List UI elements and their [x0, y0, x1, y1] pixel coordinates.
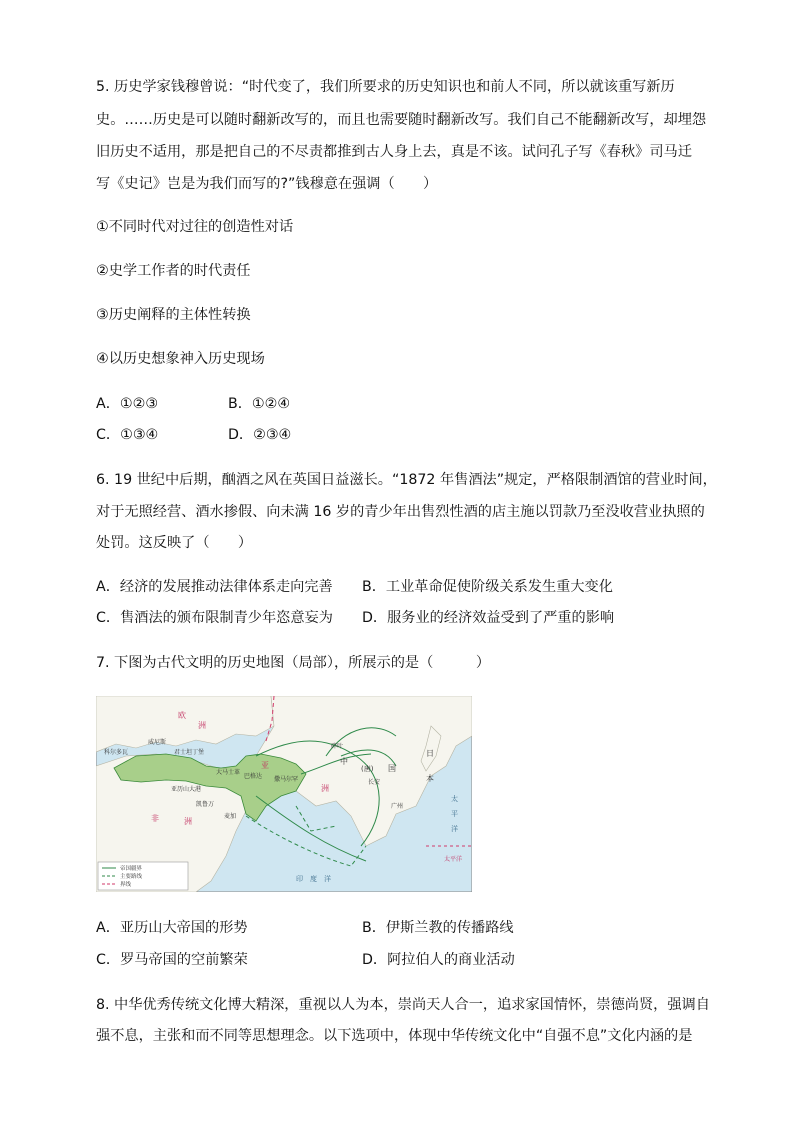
q6-option-b[interactable]: B．工业革命促使阶级关系发生重大变化 [362, 579, 613, 595]
label-changan: 长安 [368, 779, 381, 786]
q7-stem: 7. 下图为古代文明的历史地图（局部），所展示的是（ ） [96, 655, 491, 671]
label-china-2: 国 [388, 764, 396, 773]
q5-stem-line-1: 5. 历史学家钱穆曾说：“时代变了，我们所要求的历史知识也和前人不同，所以就该重写新历 [96, 79, 675, 95]
label-china-1: 中 [340, 757, 348, 766]
q5-stem-line-3: 旧历史不适用，那是把自己的不尽责都推到古人身上去，真是不该。试问孔子写《春秋》司马迁 [96, 144, 692, 160]
label-asia-1: 亚 [261, 761, 269, 770]
label-africa-2: 洲 [184, 817, 192, 826]
label-pacific-1: 太 [451, 795, 458, 803]
q6-stem-line-3: 处罚。这反映了（ ） [96, 535, 253, 551]
label-guangzhou: 广州 [391, 803, 404, 810]
label-europe-2: 洲 [198, 721, 206, 730]
label-suiye: 碎叶 [331, 743, 344, 750]
q5-item-2: ②史学工作者的时代责任 [96, 263, 251, 279]
q5-option-b[interactable]: B．①②④ [228, 396, 291, 412]
q5-item-3: ③历史阐释的主体性转换 [96, 307, 251, 323]
q5-stem-line-4: 写《史记》岂是为我们而写的?”钱穆意在强调（ ） [96, 176, 438, 192]
label-constantinople: 君士坦丁堡 [174, 749, 205, 756]
label-alexandria: 亚历山大港 [171, 786, 202, 793]
q6-stem-line-1: 6. 19 世纪中后期，酗酒之风在英国日益滋长。“1872 年售酒法”规定，严格限制酒馆的营业时间， [96, 472, 717, 488]
historical-map [96, 696, 472, 892]
q7-option-c[interactable]: C．罗马帝国的空前繁荣 [96, 952, 248, 968]
q8-stem-line-2: 强不息，主张和而不同等思想理念。以下选项中，体现中华传统文化中“自强不息”文化内涵的是 [96, 1028, 693, 1044]
legend-item-3: 界线 [120, 882, 132, 888]
label-japan-2: 本 [426, 774, 434, 783]
legend-item-2: 主要路线 [120, 874, 143, 880]
q6-option-c[interactable]: C．售酒法的颁布限制青少年恣意妄为 [96, 610, 333, 626]
label-pacific: 太平洋 [444, 856, 463, 863]
label-samarkand: 撒马尔罕 [274, 776, 299, 783]
label-africa-1: 非 [151, 814, 159, 823]
q6-option-a[interactable]: A．经济的发展推动法律体系走向完善 [96, 579, 333, 595]
label-japan-1: 日 [426, 749, 434, 758]
label-mecca: 麦加 [224, 813, 237, 820]
q6-option-d[interactable]: D．服务业的经济效益受到了严重的影响 [362, 610, 615, 626]
q8-stem-line-1: 8. 中华优秀传统文化博大精深，重视以人为本，崇尚天人合一，追求家国情怀，崇德尚贤，强调自 [96, 997, 710, 1013]
label-asia-2: 洲 [321, 784, 329, 793]
map-legend [98, 862, 188, 890]
q5-option-d[interactable]: D．②③④ [228, 427, 292, 443]
q5-stem-line-2: 史。……历史是可以随时翻新改写的，而且也需要随时翻新改写。我们自己不能翻新改写，却埋怨 [96, 112, 707, 128]
label-pacific-3: 洋 [451, 825, 458, 833]
label-kairouan: 凯鲁万 [196, 801, 215, 808]
q7-option-a[interactable]: A．亚历山大帝国的形势 [96, 920, 248, 936]
label-pacific-2: 平 [451, 810, 458, 818]
label-cordoba: 科尔多瓦 [104, 749, 129, 756]
q5-item-1: ①不同时代对过往的创造性对话 [96, 219, 294, 235]
q5-item-4: ④以历史想象神入历史现场 [96, 351, 265, 367]
q7-option-b[interactable]: B．伊斯兰教的传播路线 [362, 920, 514, 936]
label-venice: 威尼斯 [148, 739, 167, 746]
legend-item-1: 帝国疆界 [120, 866, 143, 872]
label-tang: (唐) [361, 765, 374, 773]
q7-option-d[interactable]: D．阿拉伯人的商业活动 [362, 952, 515, 968]
label-baghdad: 巴格达 [244, 773, 263, 780]
q5-option-c[interactable]: C．①③④ [96, 427, 159, 443]
q5-option-a[interactable]: A．①②③ [96, 396, 159, 412]
q6-stem-line-2: 对于无照经营、酒水掺假、向未满 16 岁的青少年出售烈性酒的店主施以罚款乃至没收营业执照的 [96, 504, 705, 520]
label-europe-1: 欧 [178, 711, 186, 720]
label-indian-ocean: 印 度 洋 [296, 875, 331, 883]
label-damascus: 大马士革 [216, 769, 241, 776]
